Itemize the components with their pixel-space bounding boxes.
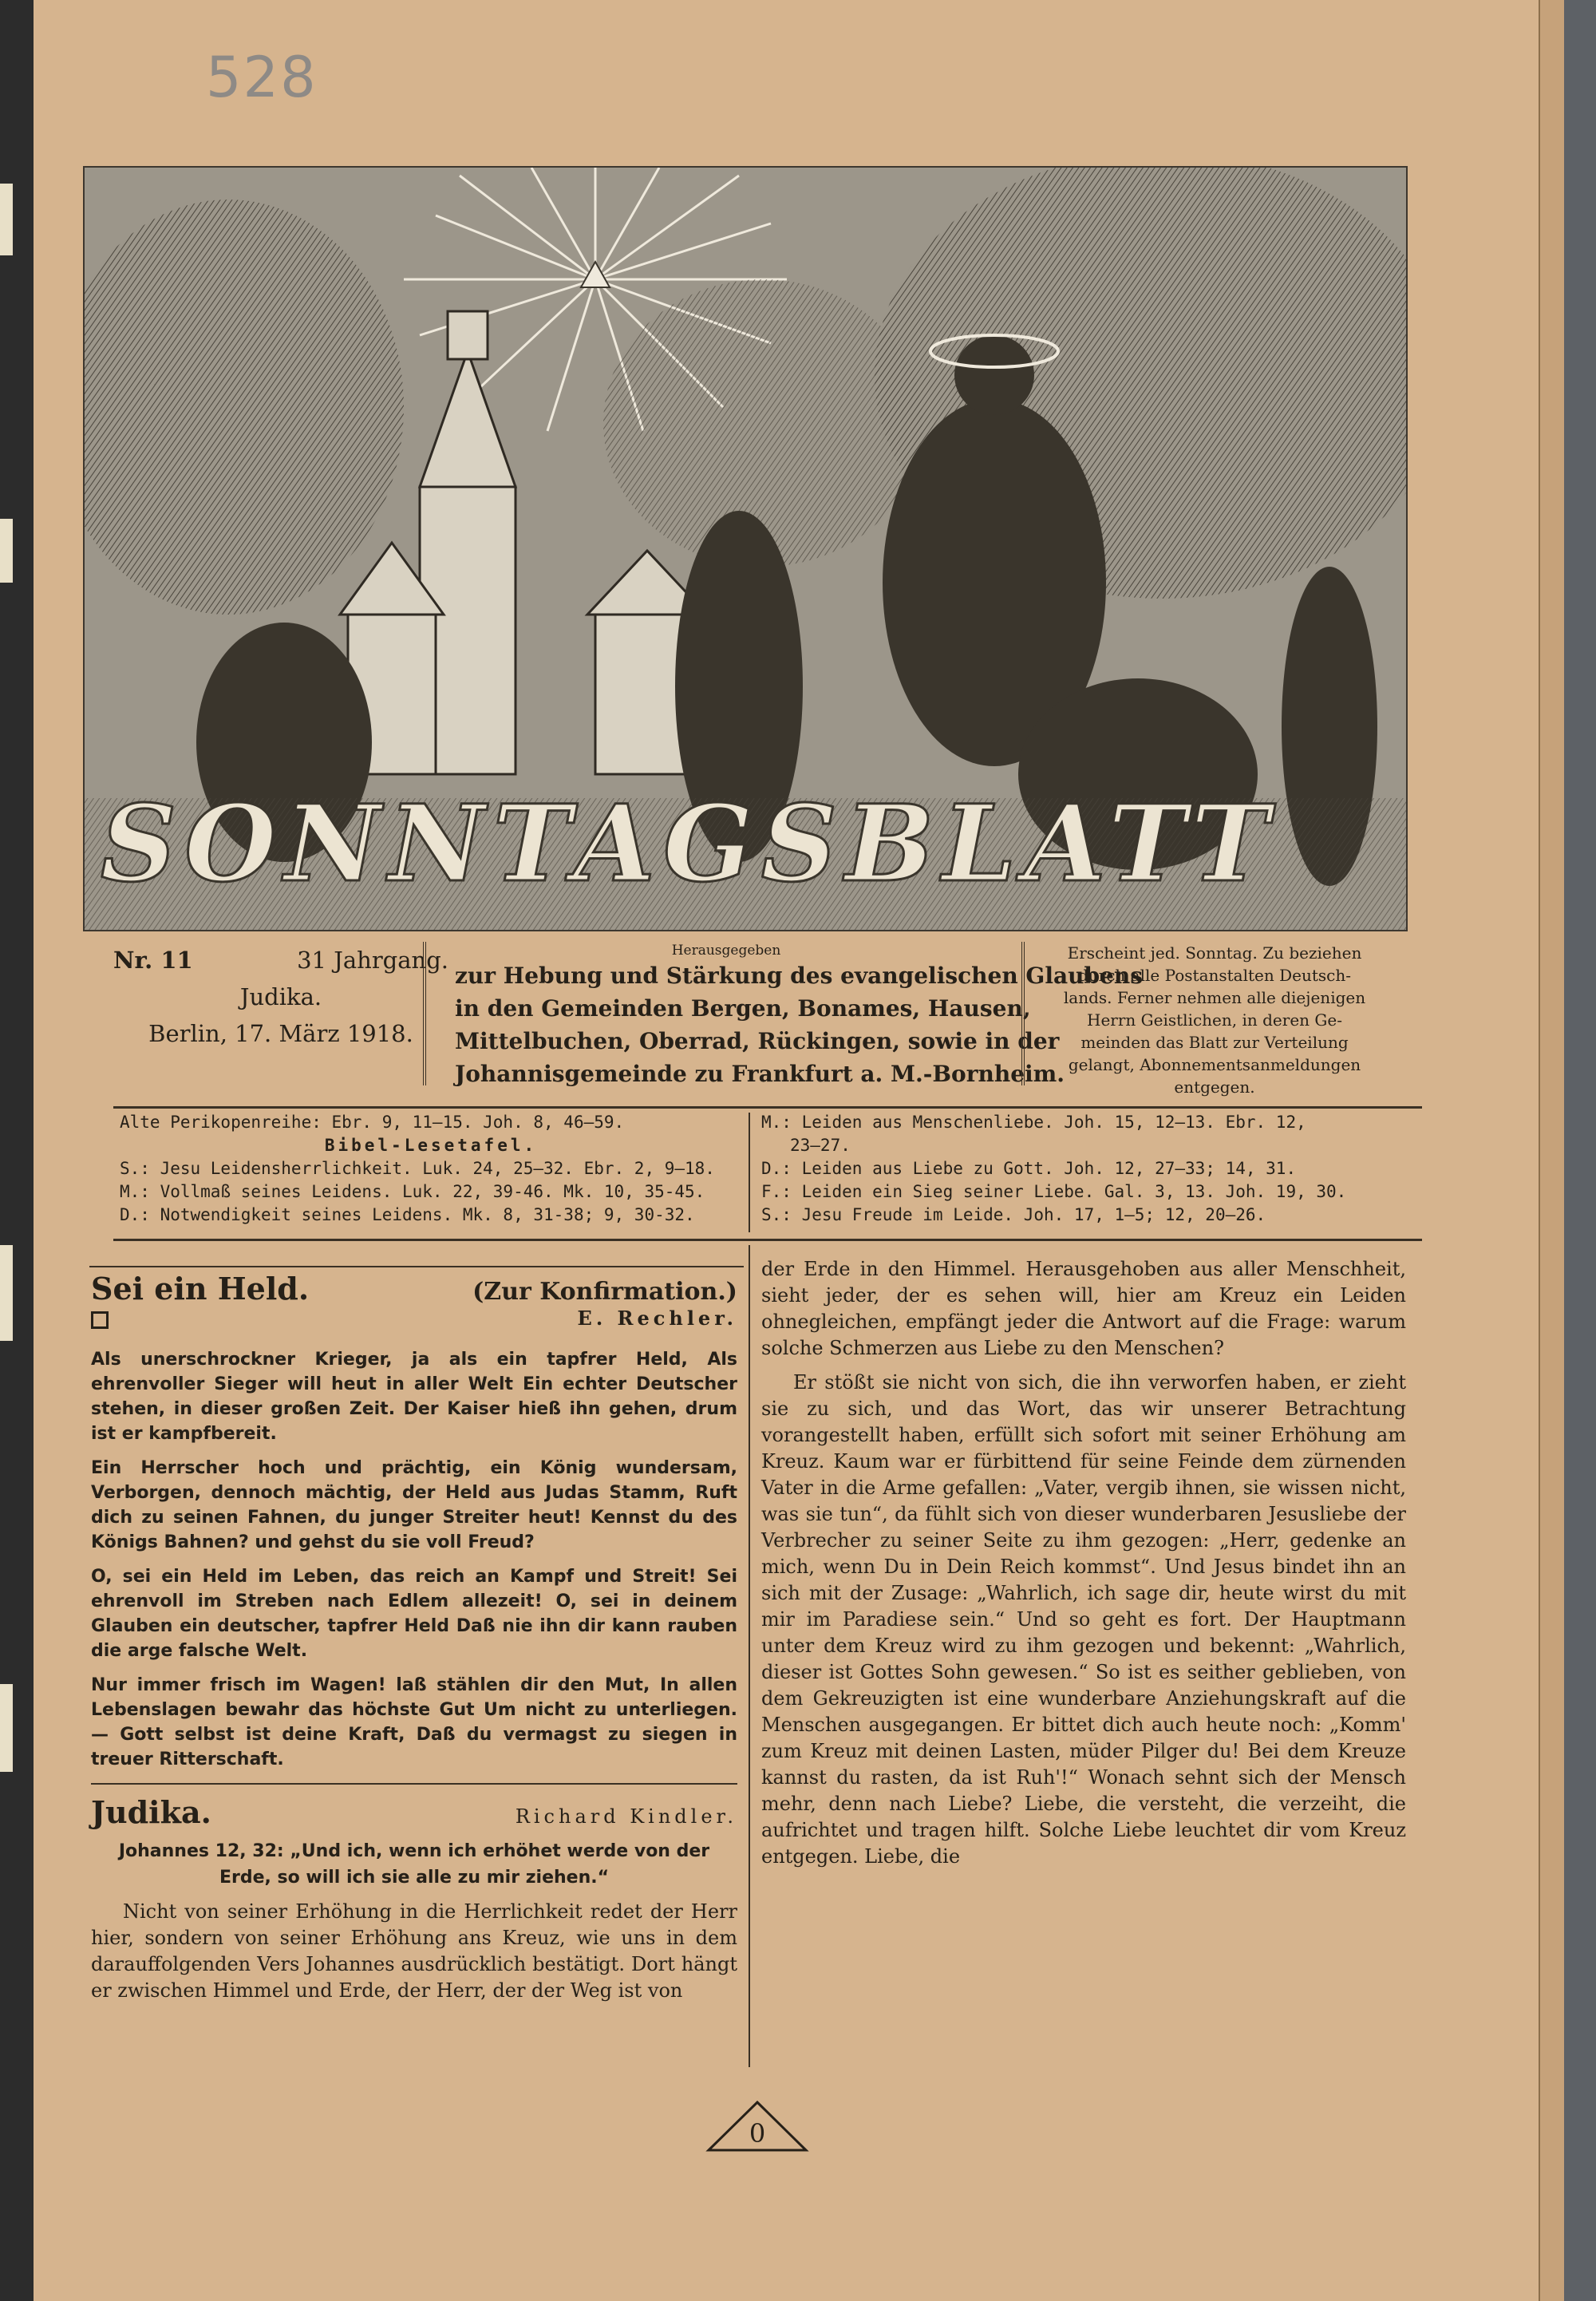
triangle-ornament-icon [705,2099,809,2155]
subscription-line: lands. Ferner nehmen alle diejenigen [1063,988,1366,1007]
sermon-title: Judika. [91,1794,211,1830]
publisher-line: Johannisgemeinde zu Frankfurt a. M.-Bornheim. [455,1061,1065,1087]
reading-line: D.: Notwendigkeit seines Leidens. Mk. 8, 31-38; 9, 30-32. [120,1205,695,1224]
header-divider [423,942,426,1085]
issue-sunday: Judika. [239,983,322,1010]
poem-stanza: Nur immer frisch im Wagen! laß stählen dir den Mut, In allen Lebenslagen bewahr das höchste Gut Um nicht zu unterliegen. — Gott selbst ist deine Kraft, Daß du vermagst zu siegen in treuer Ritterschaft. [91,1675,737,1769]
publisher-line: Mittelbuchen, Oberrad, Rückingen, sowie in der [455,1028,1060,1054]
publisher-intro: Herausgegeben [671,943,781,959]
reading-table-right [761,1111,1400,1227]
reading-line: S.: Jesu Freude im Leide. Joh. 17, 1—5; 12, 20—26. [761,1205,1266,1224]
page-edge [1539,0,1564,2301]
subscription-line: durch alle Postanstalten Deutsch- [1077,966,1351,985]
poem-author: E. Rechler. [577,1307,737,1330]
reading-line: 23—27. [790,1136,851,1155]
masthead-title: SONNTAGSBLATT [101,782,1278,906]
column-top-rule [89,1266,744,1267]
left-column [91,1271,737,2012]
subscription-line: Herrn Geistlichen, in deren Ge- [1087,1010,1342,1030]
sermon-verse: Johannes 12, 32: „Und ich, wenn ich erhöhet werde von der Erde, so will ich sie alle zu mir ziehen.“ [118,1841,710,1888]
header-rule [113,1106,1422,1109]
sermon-paragraph: Er stößt sie nicht von sich, die ihn verworfen haben, er zieht sie zu sich, und das Wort, das wir unserer Betrachtung vorangestellt haben, erfüllt sich sofort mit seiner Erhöhung am Kreuz. Kaum war er fürbittend für seine Feinde dem zürnenden Vater in die Arme gefallen: „Vater, vergib ihnen, sie wissen nicht, was sie tun“, da fühlt sich von dieser wunderbaren Jesusliebe der Verbrecher zu seiner Seite zu ihm gezogen: „Herr, gedenke an mich, wenn Du in Dein Reich kommst“. Und Jesus bindet ihn an sich mit der Zusage: „Wahrlich, ich sage dir, heute wirst du mit mir im Paradiese sein.“ Und so geht es fort. Der Hauptmann unter dem Kreuz wird zu ihm gezogen und bekennt: „Wahrlich, dieser ist Gottes Sohn gewesen.“ So ist es seither geblieben, von dem Gekreuzigten ist eine wunderbare Anziehungskraft auf die Menschen ausgegangen. Er bittet dich auch heute noch: „Komm' zum Kreuz mit deinen Lasten, müder Pilger du! Bei dem Kreuze kannst du rasten, da ist Ruh'!“ Wonach sehnt sich der Mensch mehr, denn nach Liebe? Liebe, die versteht, die verzeiht, die aufrichtet und tragen hilft. Solche Liebe leuchtet dir vom Kreuz entgegen. Liebe, die [761,1371,1406,1868]
poem-stanza: O, sei ein Held im Leben, das reich an Kampf und Streit! Sei ehrenvoll im Streben nach Edlem allezeit! O, sei in deinem Glauben ein deutscher, tapfrer Held Daß nie ihn dir kann rauben die arge falsche Welt. [91,1567,737,1661]
publisher-line: in den Gemeinden Bergen, Bonames, Hausen, [455,995,1031,1022]
issue-info [113,942,448,1052]
poem-title: Sei ein Held. [91,1271,310,1307]
poem-stanza: Ein Herrscher hoch und prächtig, ein König wundersam, Verborgen, dennoch mächtig, der Held aus Judas Stamm, Ruft dich zu seinen Fahnen, du junger Streiter heut! Kennst du des Königs Bahnen? und gehst du sie voll Freud? [91,1458,737,1552]
header-divider [1021,942,1025,1085]
reading-line: M.: Vollmaß seines Leidens. Luk. 22, 39-46. Mk. 10, 35-45. [120,1182,705,1201]
right-column [761,1256,1406,1878]
reading-line: M.: Leiden aus Menschenliebe. Joh. 15, 12—13. Ebr. 12, [761,1113,1306,1132]
reading-line: D.: Leiden aus Liebe zu Gott. Joh. 12, 27—33; 14, 31. [761,1159,1297,1178]
issue-date: Berlin, 17. März 1918. [148,1020,413,1047]
sermon-author: Richard Kindler. [515,1805,737,1828]
subscription-line: entgegen. [1174,1077,1255,1097]
subscription-line: meinden das Blatt zur Verteilung [1080,1033,1349,1052]
issue-number: Nr. 11 [113,947,193,974]
newspaper-page [34,0,1564,2301]
subscription-line: Erscheint jed. Sonntag. Zu beziehen [1067,943,1362,963]
masthead-illustration [83,166,1408,931]
square-bullet-icon [91,1311,109,1329]
reading-table-title: Bibel-Lesetafel. [324,1136,538,1155]
reading-divider [749,1113,750,1232]
poem-body [91,1347,737,1772]
publisher-line: zur Hebung und Stärkung des evangelischen Glaubens [455,963,1143,989]
sermon-paragraph: Nicht von seiner Erhöhung in die Herrlichkeit redet der Herr hier, sondern von seiner Erhöhung ans Kreuz, wie uns in dem darauffolgenden Vers Johannes ausdrücklich bestätigt. Dort hängt er zwischen Himmel und Erde, der Herr, der der Weg ist von [91,1900,737,2002]
reading-line: F.: Leiden ein Sieg seiner Liebe. Gal. 3, 13. Joh. 19, 30. [761,1182,1347,1201]
poem-subtitle: (Zur Konfirmation.) [472,1278,737,1306]
pencil-note: 528 [206,45,318,110]
readings-rule [113,1239,1422,1241]
publisher-block [455,942,1143,1090]
sermon-paragraph: der Erde in den Himmel. Herausgehoben aus aller Menschheit, sieht jeder, der es sehen will, hier am Kreuz ein Leiden ohnegleichen, empfängt jeder die Antwort auf die Frage: warum solche Schmerzen aus Liebe zu den Menschen? [761,1258,1406,1359]
issue-volume: 31 Jahrgang. [297,947,448,974]
subscription-notice [1039,942,1390,1098]
page-mark: 0 [749,2118,766,2149]
subscription-line: gelangt, Abonnementsanmeldungen [1068,1055,1361,1074]
reading-table-left [120,1111,742,1227]
column-divider [749,1245,750,2067]
reading-line: Alte Perikopenreihe: Ebr. 9, 11—15. Joh. 8, 46—59. [120,1113,625,1132]
book-binding [0,0,34,2301]
poem-stanza: Als unerschrockner Krieger, ja als ein tapfrer Held, Als ehrenvoller Sieger will heut in aller Welt Ein echter Deutscher stehen, in dieser großen Zeit. Der Kaiser hieß ihn gehen, drum ist er kampfbereit. [91,1350,737,1444]
reading-line: S.: Jesu Leidensherrlichkeit. Luk. 24, 25—32. Ebr. 2, 9—18. [120,1159,715,1178]
